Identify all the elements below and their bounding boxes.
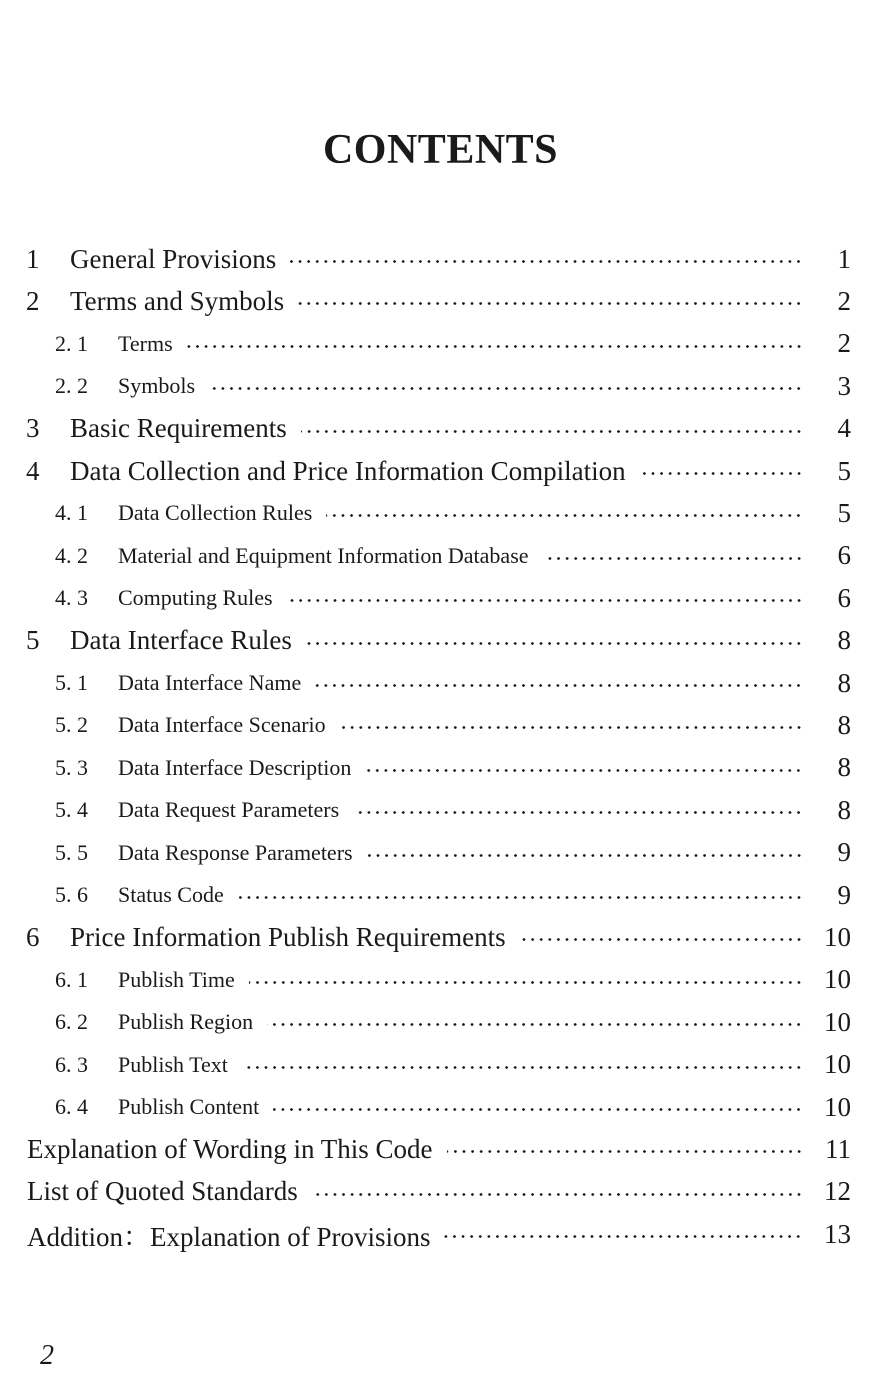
toc-entry-page: 2 [837, 285, 851, 316]
toc-entry-number: 6. 1 [55, 966, 88, 992]
toc-entry-page: 11 [825, 1133, 851, 1164]
toc-entry-page: 10 [824, 1049, 851, 1080]
toc-entry-title: Publish Text [118, 1051, 228, 1077]
dot-leader [353, 789, 803, 831]
toc-entry-page: 13 [824, 1218, 851, 1249]
toc-entry-page: 6 [837, 540, 851, 571]
contents-title: CONTENTS [322, 127, 559, 173]
toc-section-entry[interactable] [0, 408, 881, 450]
toc-entry-title: Terms [118, 330, 173, 356]
toc-entry-page: 10 [824, 1091, 851, 1122]
toc-entry-title: Terms and Symbols [70, 285, 285, 316]
toc-entry-title: Status Code [118, 882, 224, 907]
dot-leader [543, 535, 803, 577]
dot-leader [290, 238, 803, 280]
page-number: 2 [40, 1340, 54, 1371]
toc-entry-title: Price Information Publish Requirements [70, 921, 506, 952]
toc-subsection-entry[interactable] [0, 535, 881, 577]
dot-leader [367, 832, 803, 874]
toc-subsection-entry[interactable] [0, 789, 881, 831]
toc-entry-page: 8 [837, 667, 851, 698]
dot-leader [365, 747, 803, 789]
toc-entry-page: 3 [837, 370, 851, 401]
toc-entry-page: 5 [837, 497, 851, 528]
toc-entry-title: Computing Rules [118, 585, 273, 611]
toc-subsection-entry[interactable] [0, 577, 881, 619]
dot-leader [444, 1213, 803, 1255]
dot-leader [447, 1128, 803, 1170]
dot-leader [238, 874, 803, 916]
toc-entry-title: Data Interface Rules [70, 625, 292, 656]
toc-entry-title: Data Collection Rules [118, 500, 313, 526]
toc-entry-page: 10 [824, 921, 851, 952]
toc-entry-number: 5 [26, 625, 40, 656]
toc-entry-title: Data Interface Name [118, 670, 302, 695]
toc-section-entry[interactable] [0, 450, 881, 492]
toc-entry-page: 8 [837, 625, 851, 656]
toc-section-entry[interactable] [0, 280, 881, 322]
toc-appendix-entry[interactable] [0, 1213, 881, 1255]
toc-entry-page: 10 [824, 1006, 851, 1037]
toc-entry-page: 8 [837, 709, 851, 740]
toc-section-entry[interactable] [0, 916, 881, 958]
toc-entry-title: Addition：Explanation of Provisions [27, 1221, 431, 1252]
toc-entry-title: Data Interface Scenario [118, 712, 326, 738]
toc-entry-number: 5. 6 [55, 882, 88, 907]
dot-leader [287, 577, 803, 619]
toc-entry-title: Data Interface Description [118, 754, 352, 780]
dot-leader [301, 408, 803, 450]
dot-leader [242, 1044, 803, 1086]
toc-subsection-entry[interactable] [0, 704, 881, 746]
toc-entry-title: Data Response Parameters [118, 839, 353, 865]
toc-appendix-entry[interactable] [0, 1171, 881, 1213]
toc-entry-number: 6 [26, 921, 40, 952]
toc-subsection-entry[interactable] [0, 747, 881, 789]
toc-entry-page: 8 [837, 794, 851, 825]
toc-section-entry[interactable] [0, 238, 881, 280]
dot-leader [315, 662, 803, 704]
toc-entry-number: 4. 3 [55, 585, 88, 611]
toc-entry-number: 6. 3 [55, 1051, 88, 1077]
dot-leader [249, 959, 803, 1001]
toc-subsection-entry[interactable] [0, 874, 881, 916]
toc-entry-title: Basic Requirements [70, 413, 287, 444]
toc-entry-number: 2. 2 [55, 373, 88, 399]
toc-entry-page: 4 [837, 413, 851, 444]
toc-subsection-entry[interactable] [0, 323, 881, 365]
toc-subsection-entry[interactable] [0, 1044, 881, 1086]
dot-leader [520, 916, 803, 958]
toc-entry-title: Publish Time [118, 966, 235, 992]
toc-entry-number: 6. 2 [55, 1009, 88, 1035]
dot-leader [640, 450, 803, 492]
dot-leader [273, 1086, 803, 1128]
toc-entry-page: 8 [837, 752, 851, 783]
toc-entry-title: Data Request Parameters [118, 797, 340, 823]
toc-subsection-entry[interactable] [0, 365, 881, 407]
toc-entry-page: 12 [824, 1176, 851, 1207]
toc-entry-title: List of Quoted Standards [27, 1176, 298, 1207]
dot-leader [312, 1171, 803, 1213]
toc-entry-page: 1 [837, 243, 851, 274]
toc-appendix-entry[interactable] [0, 1128, 881, 1170]
toc-entry-number: 4 [26, 455, 40, 486]
toc-subsection-entry[interactable] [0, 1001, 881, 1043]
toc-entry-number: 5. 4 [55, 797, 88, 823]
toc-entry-page: 5 [837, 455, 851, 486]
toc-entry-title: General Provisions [70, 243, 277, 274]
toc-entry-number: 4. 2 [55, 542, 88, 568]
toc-subsection-entry[interactable] [0, 662, 881, 704]
toc-entry-number: 5. 3 [55, 754, 88, 780]
toc-entry-number: 2. 1 [55, 330, 88, 356]
toc-section-entry[interactable] [0, 620, 881, 662]
dot-leader [306, 620, 803, 662]
toc-entry-page: 6 [837, 582, 851, 613]
dot-leader [340, 704, 803, 746]
toc-entry-title: Material and Equipment Information Database [118, 542, 529, 568]
toc-subsection-entry[interactable] [0, 1086, 881, 1128]
toc-entry-title: Publish Region [118, 1009, 254, 1035]
toc-entry-title: Publish Content [118, 1094, 260, 1119]
toc-subsection-entry[interactable] [0, 832, 881, 874]
toc-entry-page: 10 [824, 964, 851, 995]
toc-entry-page: 9 [837, 879, 851, 910]
toc-entry-page: 9 [837, 837, 851, 868]
toc-entry-number: 5. 2 [55, 712, 88, 738]
toc-entry-title: Data Collection and Price Information Compilation [70, 455, 626, 486]
dot-leader [209, 365, 803, 407]
toc-entry-number: 6. 4 [55, 1094, 88, 1119]
dot-leader [326, 492, 803, 534]
toc-entry-number: 2 [26, 285, 40, 316]
toc-entry-number: 3 [26, 413, 40, 444]
toc-subsection-entry[interactable] [0, 959, 881, 1001]
toc-entry-title: Symbols [118, 373, 196, 399]
toc-entry-number: 5. 1 [55, 670, 88, 695]
dot-leader [298, 280, 803, 322]
toc-entry-number: 4. 1 [55, 500, 88, 526]
toc-entry-number: 5. 5 [55, 839, 88, 865]
toc-entry-title: Explanation of Wording in This Code [27, 1133, 433, 1164]
dot-leader [267, 1001, 803, 1043]
toc-subsection-entry[interactable] [0, 492, 881, 534]
toc-entry-page: 2 [837, 328, 851, 359]
toc-entry-number: 1 [26, 243, 40, 274]
dot-leader [187, 323, 803, 365]
